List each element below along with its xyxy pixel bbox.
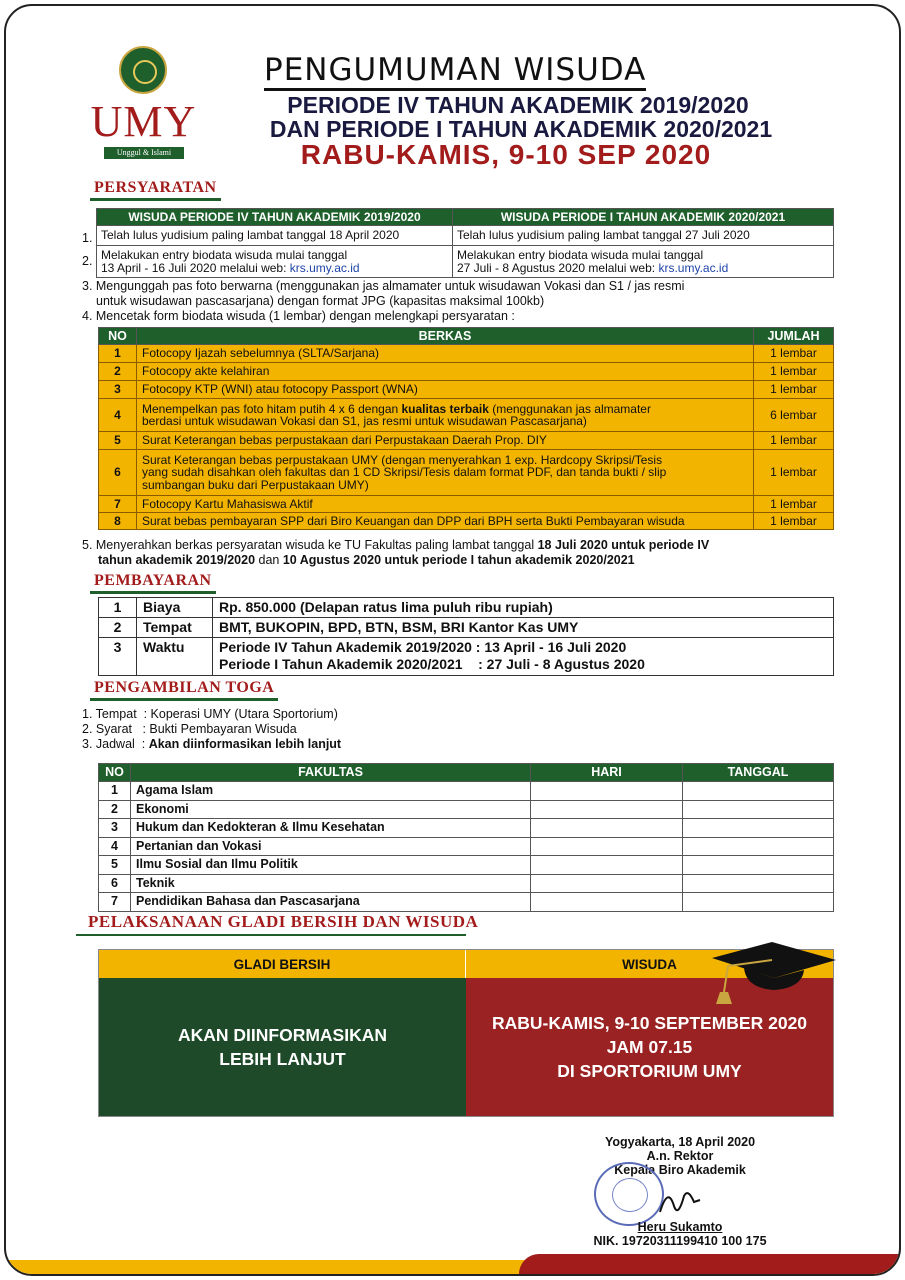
gladi-line-2: LEBIH LANJUT: [219, 1049, 346, 1069]
umy-seal-icon: [119, 46, 167, 94]
pay-no: 1: [99, 598, 137, 618]
berkas-4-a: Menempelkan pas foto hitam putih 4 x 6 dengan: [142, 401, 402, 416]
wisuda-line-2: JAM 07.15: [606, 1037, 693, 1057]
berkas-text: [137, 450, 754, 496]
toga-tempat: 1. Tempat : Koperasi UMY (Utara Sportorium): [82, 707, 338, 721]
berkas-4-bold: kualitas terbaik: [401, 401, 489, 416]
toga-jadwal: [82, 737, 341, 752]
fak-tanggal: [683, 782, 834, 801]
sign-an: A.n. Rektor: [646, 1149, 714, 1163]
fak-name: Ekonomi: [131, 800, 531, 819]
sign-nik: NIK. 19720311199410 100 175: [593, 1234, 767, 1248]
berkas-no: 7: [99, 496, 137, 513]
table-row: [99, 638, 834, 676]
fak-name: Pendidikan Bahasa dan Pascasarjana: [131, 893, 531, 912]
req-5-and: dan: [255, 553, 283, 567]
fak-h-no: NO: [99, 764, 131, 782]
fak-h-fakultas: FAKULTAS: [131, 764, 531, 782]
fak-no: 5: [99, 856, 131, 875]
req-2-a-line1: Melakukan entry biodata wisuda mulai tanggal: [101, 247, 348, 262]
wisuda-header: WISUDA: [466, 950, 833, 978]
table-row: [99, 618, 834, 638]
berkas-text: Fotocopy akte kelahiran: [137, 363, 754, 381]
footer-stripe-maroon: [519, 1254, 899, 1274]
section-toga: PENGAMBILAN TOGA: [90, 679, 278, 701]
berkas-no: 4: [99, 399, 137, 432]
berkas-text: Fotocopy Ijazah sebelumnya (SLTA/Sarjana): [137, 345, 754, 363]
pay-waktu-1: Periode IV Tahun Akademik 2019/2020 : 13 April - 16 Juli 2020: [219, 639, 627, 655]
table-row: [99, 874, 834, 893]
wisuda-line-3: DI SPORTORIUM UMY: [557, 1061, 742, 1081]
fak-hari: [531, 782, 683, 801]
berkas-text: Fotocopy KTP (WNI) atau fotocopy Passport (WNA): [137, 381, 754, 399]
table-row: [99, 399, 834, 432]
req-num-1: 1.: [82, 231, 93, 245]
section-pelaksanaan: PELAKSANAAN GLADI BERSIH DAN WISUDA: [88, 912, 479, 931]
sign-place-date: Yogyakarta, 18 April 2020: [604, 1135, 756, 1149]
requirements-table: [96, 208, 834, 278]
section-persyaratan: PERSYARATAN: [90, 179, 221, 201]
table-row: [99, 598, 834, 618]
table-row: [99, 432, 834, 450]
fak-no: 4: [99, 837, 131, 856]
pay-label: Tempat: [137, 618, 213, 638]
fak-h-hari: HARI: [531, 764, 683, 782]
berkas-jumlah: 1 lembar: [754, 381, 834, 399]
gladi-line-1: AKAN DIINFORMASIKAN: [177, 1025, 388, 1045]
berkas-text: Fotocopy Kartu Mahasiswa Aktif: [137, 496, 754, 513]
table-row: [99, 363, 834, 381]
req-2-a: [97, 246, 453, 278]
fak-hari: [531, 874, 683, 893]
table-row: [99, 496, 834, 513]
section-pembayaran: PEMBAYARAN: [90, 572, 216, 594]
req-5-bold-2: tahun akademik 2019/2020: [98, 553, 256, 567]
pay-label: Biaya: [137, 598, 213, 618]
berkas-no: 8: [99, 513, 137, 530]
req-2-b-text: 27 Juli - 8 Agustus 2020 melalui web:: [457, 260, 659, 275]
table-row: [99, 800, 834, 819]
fak-h-tanggal: TANGGAL: [683, 764, 834, 782]
pay-value: Rp. 850.000 (Delapan ratus lima puluh ribu rupiah): [213, 598, 834, 618]
req-1-a: Telah lulus yudisium paling lambat tanggal 18 April 2020: [97, 226, 453, 246]
fak-hari: [531, 800, 683, 819]
sign-role: Kepala Biro Akademik: [614, 1163, 746, 1177]
toga-jadwal-value: Akan diinformasikan lebih lanjut: [148, 737, 342, 751]
table-row: [99, 782, 834, 801]
fak-tanggal: [683, 893, 834, 912]
berkas-6-line2: yang sudah disahkan oleh fakultas dan 1 CD Skripsi/Tesis dalam format PDF, dan tanda bukti / slip: [142, 465, 667, 480]
page-title: PENGUMUMAN WISUDA: [264, 52, 646, 91]
berkas-table: [98, 327, 834, 530]
berkas-jumlah: 1 lembar: [754, 363, 834, 381]
fak-name: Hukum dan Kedokteran & Ilmu Kesehatan: [131, 819, 531, 838]
section-divider: [76, 934, 466, 936]
req-col-2019: WISUDA PERIODE IV TAHUN AKADEMIK 2019/2020: [97, 209, 453, 226]
announcement-page: [4, 4, 901, 1276]
fak-no: 6: [99, 874, 131, 893]
subtitle-line-2: DAN PERIODE I TAHUN AKADEMIK 2020/2021: [269, 116, 773, 142]
berkas-text: Surat bebas pembayaran SPP dari Biro Keuangan dan DPP dari BPH serta Bukti Pembayaran wisuda: [137, 513, 754, 530]
req-4: 4. Mencetak form biodata wisuda (1 lembar) dengan melengkapi persyaratan :: [82, 309, 515, 323]
payment-table: [98, 597, 834, 676]
subtitle-line-1: PERIODE IV TAHUN AKADEMIK 2019/2020: [287, 92, 749, 118]
berkas-jumlah: 6 lembar: [754, 399, 834, 432]
berkas-no: 3: [99, 381, 137, 399]
berkas-text: [137, 399, 754, 432]
req-2-b-line1: Melakukan entry biodata wisuda mulai tanggal: [457, 247, 704, 262]
berkas-jumlah: 1 lembar: [754, 513, 834, 530]
logo-text: UMY: [90, 97, 197, 146]
sign-name: Heru Sukamto: [637, 1220, 723, 1234]
fak-name: Ilmu Sosial dan Ilmu Politik: [131, 856, 531, 875]
pay-no: 3: [99, 638, 137, 676]
berkas-jumlah: 1 lembar: [754, 496, 834, 513]
req-5-line2: [98, 553, 635, 568]
pay-no: 2: [99, 618, 137, 638]
table-row: [99, 837, 834, 856]
toga-syarat: 2. Syarat : Bukti Pembayaran Wisuda: [82, 722, 297, 736]
graduation-cap-icon: [702, 936, 842, 1006]
pay-waktu-2: Periode I Tahun Akademik 2020/2021 : 27 Juli - 8 Agustus 2020: [219, 656, 645, 672]
krs-link-2[interactable]: krs.umy.ac.id: [658, 260, 729, 275]
fak-hari: [531, 837, 683, 856]
berkas-no: 5: [99, 432, 137, 450]
fak-tanggal: [683, 837, 834, 856]
fak-hari: [531, 893, 683, 912]
table-row: [99, 819, 834, 838]
gladi-body: [99, 978, 466, 1116]
berkas-text: Surat Keterangan bebas perpustakaan dari Perpustakaan Daerah Prop. DIY: [137, 432, 754, 450]
fak-tanggal: [683, 856, 834, 875]
fak-no: 7: [99, 893, 131, 912]
pay-value: BMT, BUKOPIN, BPD, BTN, BSM, BRI Kantor Kas UMY: [213, 618, 834, 638]
req-1-b: Telah lulus yudisium paling lambat tanggal 27 Juli 2020: [453, 226, 834, 246]
berkas-6-line3: sumbangan buku dari Perpustakaan UMY): [142, 477, 369, 492]
table-row: [99, 450, 834, 496]
fak-name: Pertanian dan Vokasi: [131, 837, 531, 856]
req-col-2020: WISUDA PERIODE I TAHUN AKADEMIK 2020/2021: [453, 209, 834, 226]
fak-tanggal: [683, 800, 834, 819]
berkas-6-line1: Surat Keterangan bebas perpustakaan UMY (dengan menyerahkan 1 exp. Hardcopy Skripsi/Tesis: [142, 452, 663, 467]
berkas-h-no: NO: [99, 328, 137, 345]
req-2-b-line2: [457, 262, 829, 275]
toga-jadwal-label: 3. Jadwal :: [82, 737, 149, 751]
req-2-a-text: 13 April - 16 Juli 2020 melalui web:: [101, 260, 290, 275]
berkas-jumlah: 1 lembar: [754, 450, 834, 496]
fak-hari: [531, 856, 683, 875]
req-2-b: [453, 246, 834, 278]
signature-icon: [654, 1182, 704, 1222]
event-date: RABU-KAMIS, 9-10 SEP 2020: [300, 139, 712, 170]
berkas-no: 2: [99, 363, 137, 381]
pay-label: Waktu: [137, 638, 213, 676]
fak-tanggal: [683, 819, 834, 838]
req-5-line1: [82, 538, 709, 553]
logo-tagline: Unggul & Islami: [104, 147, 184, 159]
berkas-h-berkas: BERKAS: [137, 328, 754, 345]
fak-no: 1: [99, 782, 131, 801]
faculty-table: [98, 763, 834, 912]
berkas-no: 1: [99, 345, 137, 363]
berkas-jumlah: 1 lembar: [754, 345, 834, 363]
berkas-4-b: (menggunakan jas almamater: [488, 401, 651, 416]
table-row: [99, 513, 834, 530]
req-3-line2: untuk wisudawan pascasarjana) dengan format JPG (kapasitas maksimal 100kb): [96, 294, 545, 308]
berkas-jumlah: 1 lembar: [754, 432, 834, 450]
req-3-line1: 3. Mengunggah pas foto berwarna (menggunakan jas almamater untuk wisudawan Vokasi dan S1 / jas resmi: [82, 279, 685, 293]
req-5-bold-3: 10 Agustus 2020 untuk periode I tahun akademik 2020/2021: [282, 553, 635, 567]
fak-hari: [531, 819, 683, 838]
gladi-header: GLADI BERSIH: [99, 950, 466, 978]
fak-name: Agama Islam: [131, 782, 531, 801]
fak-name: Teknik: [131, 874, 531, 893]
req-5-text: 5. Menyerahkan berkas persyaratan wisuda ke TU Fakultas paling lambat tanggal: [82, 538, 538, 552]
pay-value: [213, 638, 834, 676]
berkas-h-jumlah: JUMLAH: [754, 328, 834, 345]
req-5-bold: 18 Juli 2020 untuk periode IV: [537, 538, 710, 552]
table-row: [99, 856, 834, 875]
fak-no: 2: [99, 800, 131, 819]
krs-link[interactable]: krs.umy.ac.id: [289, 260, 360, 275]
table-row: [99, 893, 834, 912]
berkas-4-line2: berdasi untuk wisudawan Vokasi dan S1, jas resmi untuk wisudawan Pascasarjana): [142, 414, 587, 428]
umy-logo: [86, 46, 201, 164]
req-num-2: 2.: [82, 254, 93, 268]
table-row: [99, 345, 834, 363]
berkas-no: 6: [99, 450, 137, 496]
fak-no: 3: [99, 819, 131, 838]
fak-tanggal: [683, 874, 834, 893]
req-2-a-line2: [101, 262, 448, 275]
wisuda-line-1: RABU-KAMIS, 9-10 SEPTEMBER 2020: [491, 1013, 808, 1033]
table-row: [99, 381, 834, 399]
